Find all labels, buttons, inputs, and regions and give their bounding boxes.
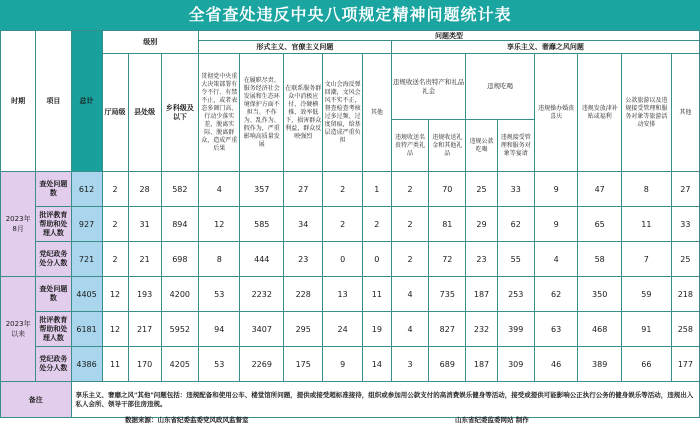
- table-row: [1, 207, 700, 242]
- eat-cell: 399: [497, 312, 534, 347]
- formalism-group-header: 形式主义、官僚主义问题: [199, 41, 392, 54]
- row-item-label: 查处问题数: [36, 172, 71, 207]
- level-cell: 2: [102, 172, 128, 207]
- hedonism-cell: 27: [671, 172, 699, 207]
- hedonism-other-header: 其他: [671, 54, 699, 172]
- table-row: [1, 172, 700, 207]
- item-header: 项目: [36, 31, 71, 172]
- gifts-specialty-header: 违规收送名贵特产类礼品: [391, 120, 428, 172]
- eat-cell: 23: [466, 242, 497, 277]
- gifts-cell: 72: [429, 242, 466, 277]
- hedonism-cell: 9: [534, 207, 578, 242]
- row-item-label: 批评教育帮助和处理人数: [36, 312, 71, 347]
- total-cell: 6181: [71, 312, 102, 347]
- eat-cell: 253: [497, 277, 534, 312]
- level-cell: 11: [102, 347, 128, 382]
- eat-cell: 25: [466, 172, 497, 207]
- gifts-cell: 689: [429, 347, 466, 382]
- hedonism-cell: 25: [671, 242, 699, 277]
- note-row: [1, 382, 700, 418]
- hedonism-group-header: 享乐主义、奢靡之风问题: [391, 41, 699, 54]
- formalism-cell: 12: [199, 207, 240, 242]
- eat-cell: 232: [466, 312, 497, 347]
- formalism-cell: 53: [199, 347, 240, 382]
- gifts-cell: 2: [391, 242, 428, 277]
- level-cell: 4205: [161, 347, 198, 382]
- level-bureau-header: 厅局级: [102, 54, 128, 172]
- hedonism-cell: 47: [578, 172, 622, 207]
- page-title: 全省查处违反中央八项规定精神问题统计表: [0, 0, 700, 30]
- hedonism-cell: 177: [671, 347, 699, 382]
- eat-group-header: 违规吃喝: [466, 54, 534, 120]
- note-label: 备注: [1, 382, 72, 418]
- formalism-cell: 14: [362, 347, 391, 382]
- formalism-cell: 0: [362, 242, 391, 277]
- table-row: [1, 242, 700, 277]
- hedonism-cell: 9: [534, 172, 578, 207]
- gifts-cell: 735: [429, 277, 466, 312]
- total-cell: 4405: [71, 277, 102, 312]
- level-cell: 21: [128, 242, 161, 277]
- eat-public-funds-header: 违规公款吃喝: [466, 120, 497, 172]
- formalism-cell: 2232: [240, 277, 284, 312]
- hedonism-cell: 66: [621, 347, 671, 382]
- producer-credit: 山东省纪委监委网站 制作: [455, 416, 529, 424]
- total-cell: 927: [71, 207, 102, 242]
- gifts-cell: 827: [429, 312, 466, 347]
- eat-cell: 29: [466, 207, 497, 242]
- hedonism-cell: 7: [621, 242, 671, 277]
- hedonism-cell: 468: [578, 312, 622, 347]
- hedonism-cell: 389: [578, 347, 622, 382]
- hedonism-cell: 65: [578, 207, 622, 242]
- row-item-label: 批评教育帮助和处理人数: [36, 207, 71, 242]
- gifts-cell: 4: [391, 277, 428, 312]
- formalism-cell: 53: [199, 277, 240, 312]
- hedonism-cell: 33: [671, 207, 699, 242]
- gifts-cell: 2: [391, 207, 428, 242]
- level-cell: 2: [102, 207, 128, 242]
- level-cell: 698: [161, 242, 198, 277]
- level-cell: 4200: [161, 277, 198, 312]
- level-county-header: 县处级: [128, 54, 161, 172]
- formalism-cell: 2: [362, 207, 391, 242]
- formalism-col-1-header: 贯彻党中央重大决策部署有令不行、有禁不止，或者表态多调门高、行动少落实差，脱离实际、脱离群众，造成严重后果: [199, 54, 240, 172]
- row-item-label: 党纪政务处分人数: [36, 242, 71, 277]
- note-text: 享乐主义、奢靡之风"其他"问题包括：违规配备和使用公车、楼堂馆所问题，提供或接受超标准接待，组织或参加用公款支付的高消费娱乐健身等活动，接受或提供可能影响公正执行公务的健身娱乐等活动，违规出入私人会所、领导干部住房违规。: [71, 382, 700, 418]
- problem-type-header: 问题类型: [199, 31, 700, 41]
- level-cell: 582: [161, 172, 198, 207]
- period-label-line: 2023年: [5, 215, 31, 223]
- header-row-3: [1, 54, 700, 120]
- hedonism-cell: 4: [534, 242, 578, 277]
- level-cell: 2: [102, 242, 128, 277]
- eat-cell: 309: [497, 347, 534, 382]
- hedonism-cell: 59: [621, 277, 671, 312]
- formalism-cell: 4: [199, 172, 240, 207]
- row-item-label: 党纪政务处分人数: [36, 347, 71, 382]
- total-cell: 4386: [71, 347, 102, 382]
- formalism-other-header: 其他: [362, 54, 391, 172]
- hedonism-subsidy-header: 违规发放津补贴或福利: [578, 54, 622, 172]
- eat-cell: 62: [497, 207, 534, 242]
- formalism-cell: 34: [284, 207, 323, 242]
- formalism-cell: 3407: [240, 312, 284, 347]
- eat-cell: 33: [497, 172, 534, 207]
- level-cell: 193: [128, 277, 161, 312]
- formalism-cell: 295: [284, 312, 323, 347]
- statistics-table: [0, 30, 700, 418]
- table-row: [1, 277, 700, 312]
- formalism-cell: 23: [284, 242, 323, 277]
- header-row-1: [1, 31, 700, 41]
- hedonism-cell: 58: [578, 242, 622, 277]
- period-label-line: 8月: [12, 225, 24, 233]
- period-label-line: 2023年: [5, 320, 31, 328]
- formalism-cell: 9: [323, 347, 362, 382]
- table-row: [1, 312, 700, 347]
- hedonism-cell: 46: [534, 347, 578, 382]
- level-township-header: 乡科级及以下: [161, 54, 198, 172]
- level-cell: 28: [128, 172, 161, 207]
- hedonism-cell: 8: [621, 172, 671, 207]
- formalism-cell: 0: [323, 242, 362, 277]
- gifts-cell: 81: [429, 207, 466, 242]
- gifts-cell: 4: [391, 312, 428, 347]
- gifts-group-header: 违规收送名贵特产和礼品礼金: [391, 54, 466, 120]
- formalism-cell: 2: [323, 172, 362, 207]
- level-cell: 12: [102, 312, 128, 347]
- formalism-cell: 27: [284, 172, 323, 207]
- gifts-cell: 3: [391, 347, 428, 382]
- formalism-cell: 357: [240, 172, 284, 207]
- level-cell: 894: [161, 207, 198, 242]
- formalism-col-3-header: 在联系服务群众中消极应付、冷硬横推、效率低下，损害群众利益，群众反映强烈: [284, 54, 323, 172]
- hedonism-travel-header: 公款旅游以及违规接受管理和服务对象等旅游活动安排: [621, 54, 671, 172]
- row-item-label: 查处问题数: [36, 277, 71, 312]
- formalism-cell: 24: [323, 312, 362, 347]
- gifts-cell: 70: [429, 172, 466, 207]
- formalism-cell: 175: [284, 347, 323, 382]
- hedonism-cell: 350: [578, 277, 622, 312]
- eat-cell: 55: [497, 242, 534, 277]
- data-source: 数据来源：山东省纪委监委党风政风监督室: [125, 416, 249, 424]
- eat-cell: 187: [466, 347, 497, 382]
- formalism-cell: 444: [240, 242, 284, 277]
- hedonism-weddings-header: 违规操办婚丧喜庆: [534, 54, 578, 172]
- formalism-cell: 11: [362, 277, 391, 312]
- eat-banquet-header: 违规接受管理和服务对象等宴请: [497, 120, 534, 172]
- gifts-cell: 2: [391, 172, 428, 207]
- level-cell: 12: [102, 277, 128, 312]
- table-row: [1, 347, 700, 382]
- level-cell: 31: [128, 207, 161, 242]
- hedonism-cell: 91: [621, 312, 671, 347]
- hedonism-cell: 218: [671, 277, 699, 312]
- formalism-col-4-header: 文山会海反弹回潮，文风会风不实不正，督查检查考核过多过频、过度留痕，给基层造成严重负担: [323, 54, 362, 172]
- period-label: [1, 172, 36, 277]
- level-cell: 217: [128, 312, 161, 347]
- level-header: 级别: [102, 31, 198, 54]
- period-header: 时期: [1, 31, 36, 172]
- formalism-cell: 228: [284, 277, 323, 312]
- hedonism-cell: 62: [534, 277, 578, 312]
- total-cell: 721: [71, 242, 102, 277]
- formalism-col-2-header: 在履职尽责、服务经济社会发展和生态环境保护方面不担当、不作为、乱作为、假作为，严重影响高质量发展: [240, 54, 284, 172]
- level-cell: 170: [128, 347, 161, 382]
- hedonism-cell: 63: [534, 312, 578, 347]
- period-label-line: 以来: [11, 330, 26, 338]
- hedonism-cell: 11: [621, 207, 671, 242]
- formalism-cell: 13: [323, 277, 362, 312]
- formalism-cell: 2269: [240, 347, 284, 382]
- formalism-cell: 585: [240, 207, 284, 242]
- formalism-cell: 19: [362, 312, 391, 347]
- gifts-money-header: 违规收送礼金和其他礼品: [429, 120, 466, 172]
- hedonism-cell: 258: [671, 312, 699, 347]
- formalism-cell: 1: [362, 172, 391, 207]
- formalism-cell: 94: [199, 312, 240, 347]
- eat-cell: 187: [466, 277, 497, 312]
- period-label: [1, 277, 36, 382]
- formalism-cell: 2: [323, 207, 362, 242]
- total-cell: 612: [71, 172, 102, 207]
- level-cell: 5952: [161, 312, 198, 347]
- formalism-cell: 8: [199, 242, 240, 277]
- total-header: 总计: [71, 31, 102, 172]
- data-body: [1, 172, 700, 382]
